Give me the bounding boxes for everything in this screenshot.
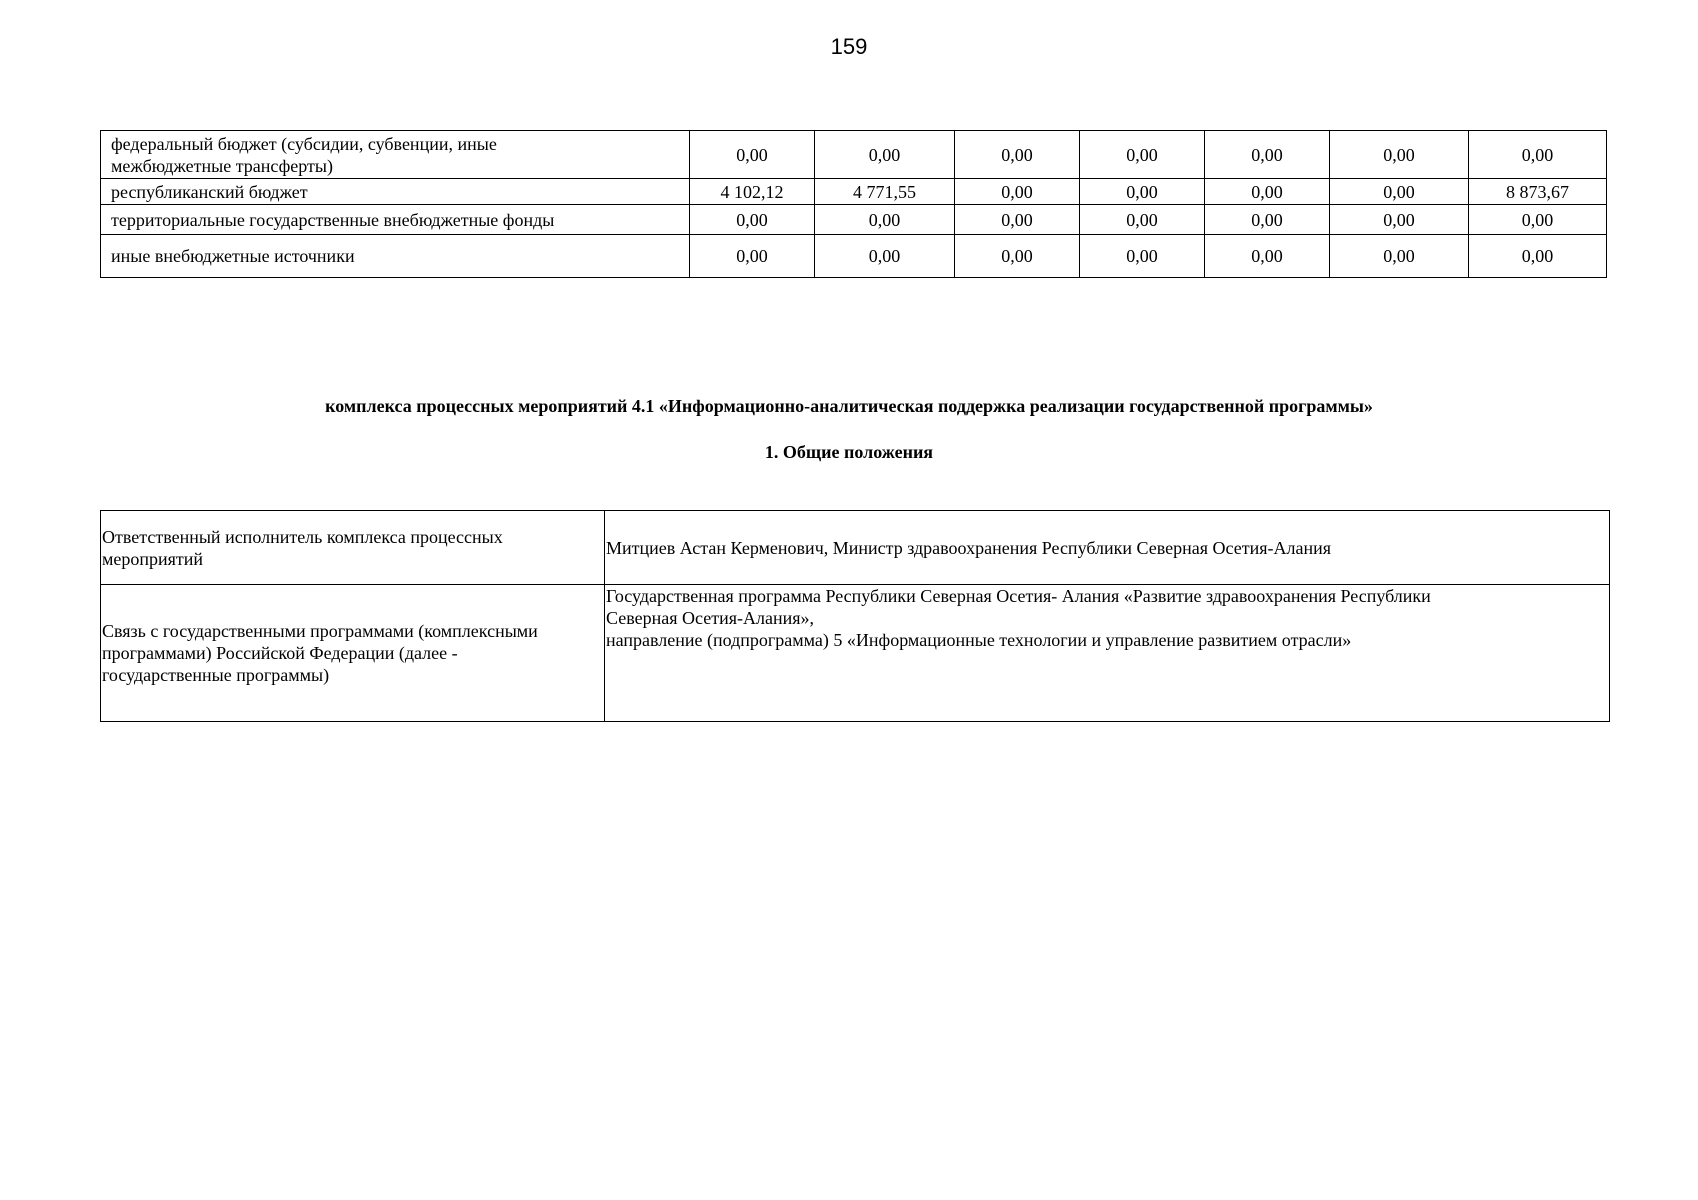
key-line: программами) Российской Федерации (далее - <box>102 643 458 663</box>
table-cell: 8 873,67 <box>1469 179 1607 205</box>
info-value-cell <box>605 511 1610 585</box>
label-line: территориальные государственные внебюджетные фонды <box>111 209 555 230</box>
table-cell: 0,00 <box>955 205 1080 235</box>
info-value-cell <box>605 585 1610 722</box>
table-cell: 0,00 <box>1330 131 1469 179</box>
key-line: государственные программы) <box>102 665 330 685</box>
table-cell: 0,00 <box>1080 235 1205 278</box>
table-cell: 0,00 <box>955 179 1080 205</box>
table-cell: 0,00 <box>1469 131 1607 179</box>
funding-source-label <box>101 205 690 235</box>
table-cell: 0,00 <box>1205 235 1330 278</box>
table-cell: 0,00 <box>955 131 1080 179</box>
table-row <box>101 235 1607 278</box>
table-cell: 0,00 <box>815 131 955 179</box>
table-cell: 4 771,55 <box>815 179 955 205</box>
table-cell: 0,00 <box>690 205 815 235</box>
table-row <box>101 205 1607 235</box>
table-row <box>101 511 1610 585</box>
table-cell: 4 102,12 <box>690 179 815 205</box>
label-line: межбюджетные трансферты) <box>111 155 333 176</box>
label-line: иные внебюджетные источники <box>111 246 355 266</box>
table-cell: 0,00 <box>1080 179 1205 205</box>
value-line: направление (подпрограмма) 5 «Информационные технологии и управление развитием отрасли» <box>606 630 1352 650</box>
table-cell: 0,00 <box>955 235 1080 278</box>
key-line: мероприятий <box>102 548 204 569</box>
table-row <box>101 131 1607 179</box>
page-number: 159 <box>830 34 868 59</box>
table-cell: 0,00 <box>1205 131 1330 179</box>
table-cell: 0,00 <box>815 205 955 235</box>
funding-source-label <box>101 235 690 278</box>
funding-sources-table <box>100 130 1607 278</box>
table-cell: 0,00 <box>690 131 815 179</box>
table-cell: 0,00 <box>1330 205 1469 235</box>
table-cell: 0,00 <box>1330 179 1469 205</box>
funding-source-label <box>101 179 690 205</box>
value-line: Митциев Астан Керменович, Министр здравоохранения Республики Северная Осетия-Алания <box>606 537 1332 558</box>
table-cell: 0,00 <box>1330 235 1469 278</box>
table-cell: 0,00 <box>1205 179 1330 205</box>
value-line: Северная Осетия-Алания», <box>606 608 814 628</box>
key-line: Ответственный исполнитель комплекса процессных <box>102 526 503 547</box>
table-cell: 0,00 <box>690 235 815 278</box>
table-cell: 0,00 <box>1469 235 1607 278</box>
value-line: Государственная программа Республики Северная Осетия- Алания «Развитие здравоохранения Республики <box>606 586 1431 606</box>
section-title: комплекса процессных мероприятий 4.1 «Информационно-аналитическая поддержка реализации государственной программы» <box>325 396 1373 416</box>
table-cell: 0,00 <box>1080 205 1205 235</box>
table-cell: 0,00 <box>1469 205 1607 235</box>
table-cell: 0,00 <box>1205 205 1330 235</box>
label-line: федеральный бюджет (субсидии, субвенции, иные <box>111 133 497 154</box>
table-cell: 0,00 <box>815 235 955 278</box>
table-row <box>101 585 1610 722</box>
info-key-cell <box>101 511 605 585</box>
table-cell: 0,00 <box>1080 131 1205 179</box>
general-provisions-table <box>100 510 1610 722</box>
label-line: республиканский бюджет <box>111 181 308 202</box>
section-subtitle: 1. Общие положения <box>764 442 934 462</box>
funding-source-label <box>101 131 690 179</box>
key-line: Связь с государственными программами (комплексными <box>102 621 538 641</box>
info-key-cell <box>101 585 605 722</box>
table-row <box>101 179 1607 205</box>
